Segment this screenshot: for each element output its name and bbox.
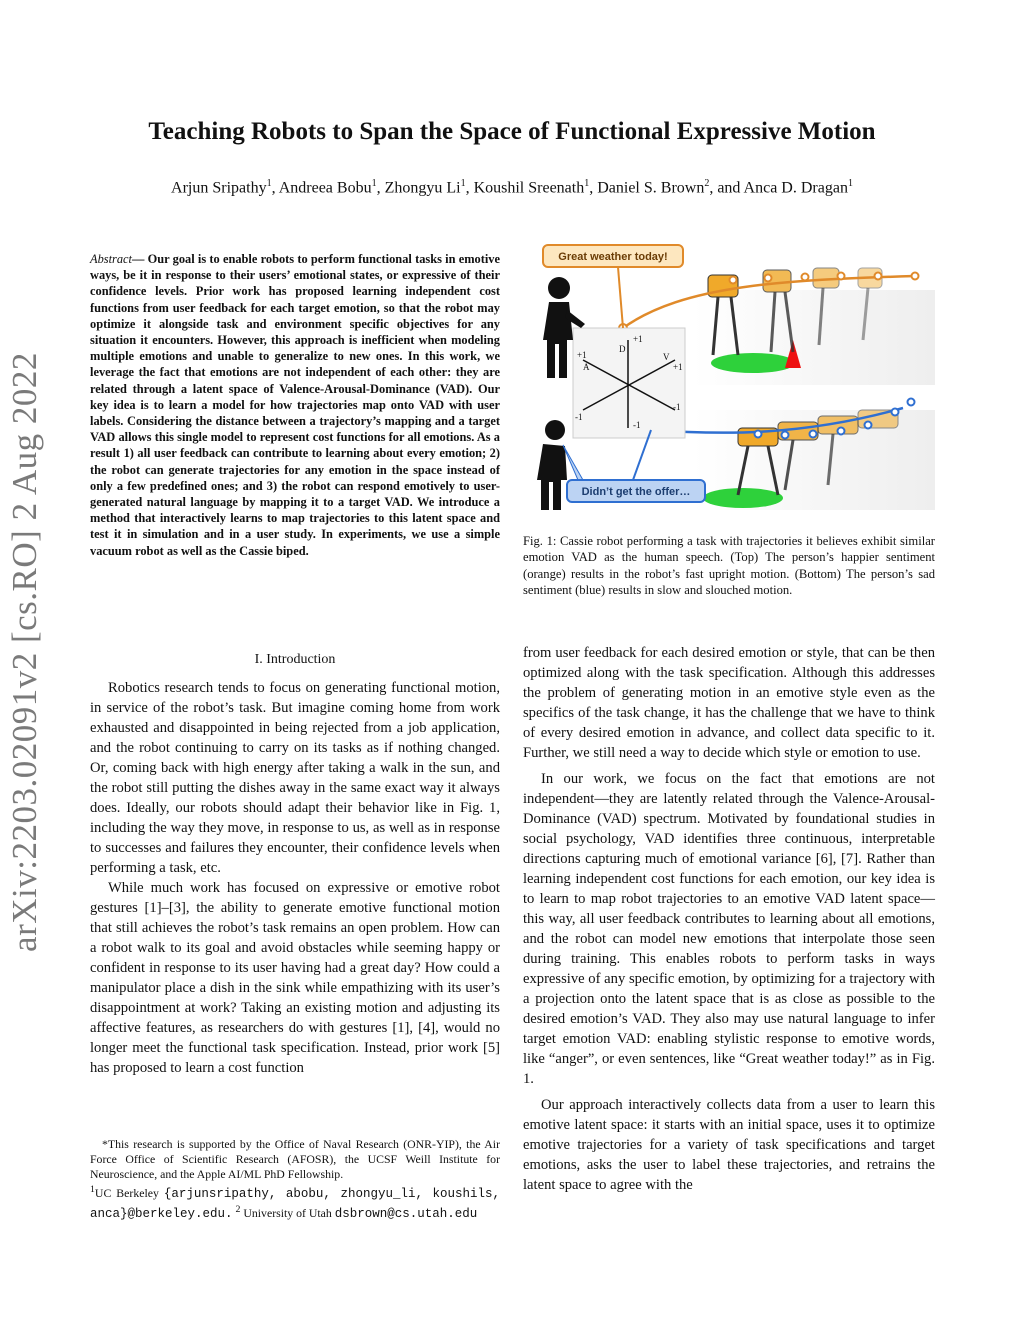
abstract-text: — Our goal is to enable robots to perform functional tasks in emotive ways, be it in response to their users’ emotional states, or expressive of their confidence levels. Prior work has proposed learning independent cost functions from user feedback for each target emotion, so that the robot may optimize it alongside task and environment specific objectives for any situation it encounters. However, this approach is inefficient when modeling multiple emotions and unable to generalize to new ones. In this work, we leverage the fact that emotions are not independent of each other: they are related through a latent space of Valence-Arousal-Dominance (VAD). Our key idea is to learn a model for how trajectories map onto VAD with user labels. Considering the distance between a trajectory’s mapping and a target VAD allows this single model to represent cost functions for all emotions. As a result 1) all user feedback can contribute to learning about every emotion; 2) the robot can generate trajectories for any emotion in the space instead of only a few predefined ones; and 3) the robot can respond emotively to user-generated natural language by mapping it to a target VAD. We introduce a method that interactively learns to map trajectories to this latent space and test it in simulation and in a user study. In experiments, we use a simple vacuum robot as well as the Cassie biped. — [90, 252, 500, 558]
footnote-funding: *This research is supported by the Office of Naval Research (ONR-YIP), the Air Force Office of Scientific Research (AFOSR), the UCSF Weill Institute for Neuroscience, and the Apple AI/ML PhD Fellowship. — [90, 1137, 500, 1181]
author-separator: , — [376, 179, 385, 197]
paper-title: Teaching Robots to Span the Space of Functional Expressive Motion — [148, 118, 876, 145]
author-affiliation-mark: 2 — [704, 178, 710, 189]
author-separator: , — [465, 179, 474, 197]
right-paragraph-1: from user feedback for each desired emotion or style, that can be then optimized along with the task specification. Although this addresses the problem of generating motion in an emotive style even as the specifics of the task change, it has the challenge that we have to think of every desired emotion in advance, and collect data specific to it. Further, we still need a way to decide which style or emotion to use. — [523, 645, 935, 761]
axis-label-v-plus: +1 — [673, 362, 683, 372]
vad-axes-panel — [573, 328, 685, 438]
aff1-prefix: UC Berkeley — [94, 1185, 159, 1200]
author-name: Arjun Sripathy — [171, 179, 267, 197]
author-list — [0, 178, 1024, 197]
right-paragraph-2: In our work, we focus on the fact that emotions are not independent—they are latently related through the Valence-Arousal-Dominance (VAD) spectrum. Motivated by foundational studies in social psychology, VAD identifies three continuous, interpretable directions capturing much of emotional variance [6], [7]. Rather than learning independent cost functions for each emotion, our key idea is to learn to map robot trajectories to an emotive VAD latent space—this way, all user feedback contributes to learning about all emotions, and the robot can model new emotions that interpolate those seen during training. This enables robots to perform tasks in ways expressive of any specific emotion, by optimizing for a trajectory with a projection onto the latent space that is as close as possible to the desired emotion’s VAD. They also may use natural language to infer target emotion VAD: enabling stylistic response to emotive words, like “anger”, or even sentences, like “Great weather today!” as in Fig. 1. — [523, 771, 935, 1087]
figure-1 — [523, 240, 935, 515]
footnote — [90, 1137, 500, 1222]
author-affiliation-mark: 1 — [266, 178, 272, 189]
author-affiliation-mark: 1 — [460, 178, 466, 189]
axis-label-d: D — [619, 344, 626, 354]
axis-label-d-minus: -1 — [633, 420, 641, 430]
figure-1-illustration — [523, 240, 935, 515]
author-separator: , — [589, 179, 598, 197]
axis-label-v-minus: -1 — [575, 412, 583, 422]
aff1-emails: {arjunsripathy, abobu, zhongyu_li, koushils, anca}@berkeley.edu. — [90, 1186, 500, 1221]
arxiv-identifier: arXiv:2203.02091v2 [cs.RO] 2 Aug 2022 — [5, 352, 44, 952]
axis-label-v: V — [663, 352, 670, 362]
person-sad-icon — [537, 420, 567, 510]
author-affiliation-mark: 1 — [371, 178, 377, 189]
top-goal-marker — [711, 353, 795, 373]
left-column-body — [90, 678, 500, 1078]
abstract — [90, 251, 500, 559]
footnote-affiliations: $^1$UC Berkeley {arjunsripathy, abobu, zhongyu_li, koushils, anca}@berkeley.edu. $^2$ University of Utah dsbrown@cs.utah.edu — [90, 1184, 500, 1221]
axis-label-a-plus: +1 — [577, 350, 587, 360]
author-name: Daniel S. Brown — [597, 179, 705, 197]
right-paragraph-3: Our approach interactively collects data from a user to learn this emotive latent space: it starts with an initial space, uses it to optimize emotive trajectories for a variety of task specifications and target emotions, asks the user to label these trajectories, and retrains the latent space to agree with the — [523, 1097, 935, 1193]
axis-label-d-plus: +1 — [633, 334, 643, 344]
figure-1-caption: Fig. 1: Cassie robot performing a task with trajectories it believes exhibit similar emotion VAD as the human speech. (Top) The person’s happier sentiment (orange) results in the robot’s fast upright motion. (Bottom) The person’s sad sentiment (blue) results in slow and slouched motion. — [523, 534, 935, 598]
abstract-label: Abstract — [90, 252, 132, 266]
aff2-prefix: University of Utah — [243, 1205, 332, 1220]
author-affiliation-mark: 1 — [847, 178, 853, 189]
author-name: Koushil Sreenath — [473, 179, 585, 197]
right-column-body — [523, 643, 935, 1195]
intro-paragraph-2: While much work has focused on expressive or emotive robot gestures [1]–[3], the ability to generate emotive functional motion that still achieves the robot’s task remains an open problem. How can a robot walk to its goal and avoid obstacles while seeming happy or confident in response to its user having had a great day? How could a manipulator place a dish in the sink while empathizing with its user’s disappointment at work? Taking an existing motion and adjusting its affective features, as researchers do with gestures [1], [4], would no longer meet the functional task specification. Instead, prior work [5] has proposed to learn a cost function — [90, 880, 500, 1076]
author-name: Zhongyu Li — [384, 179, 461, 197]
axis-label-a: A — [583, 362, 590, 372]
author-name: Anca D. Dragan — [743, 179, 848, 197]
author-separator: , — [271, 179, 279, 197]
intro-paragraph-1: Robotics research tends to focus on generating functional motion, in service of the robot’s task. But imagine coming home from work exhausted and disappointed in being rejected from a job application, and the robot continuing to carry on its tasks as if nothing changed. Or, coming back with high energy after taking a walk in the sun, and the robot still putting the dishes away in the same exact way it always does. Ideally, our robots should adapt their behavior like in Fig. 1, including the way they move, in response to us, as well as in response to successes and failures they encounter, their confidence levels when performing a task, etc. — [90, 680, 500, 876]
section-heading-introduction: I. Introduction — [254, 652, 336, 667]
author-name: Andreea Bobu — [278, 179, 372, 197]
sad-speech-text: Didn’t get the offer… — [581, 486, 691, 498]
happy-speech-connector — [618, 267, 623, 328]
author-separator: , and — [709, 179, 744, 197]
happy-speech-text: Great weather today! — [558, 251, 668, 263]
bottom-goal-marker — [703, 488, 783, 508]
author-affiliation-mark: 1 — [584, 178, 590, 189]
aff2-email: dsbrown@cs.utah.edu — [334, 1206, 478, 1221]
axis-label-a-minus: -1 — [673, 402, 681, 412]
